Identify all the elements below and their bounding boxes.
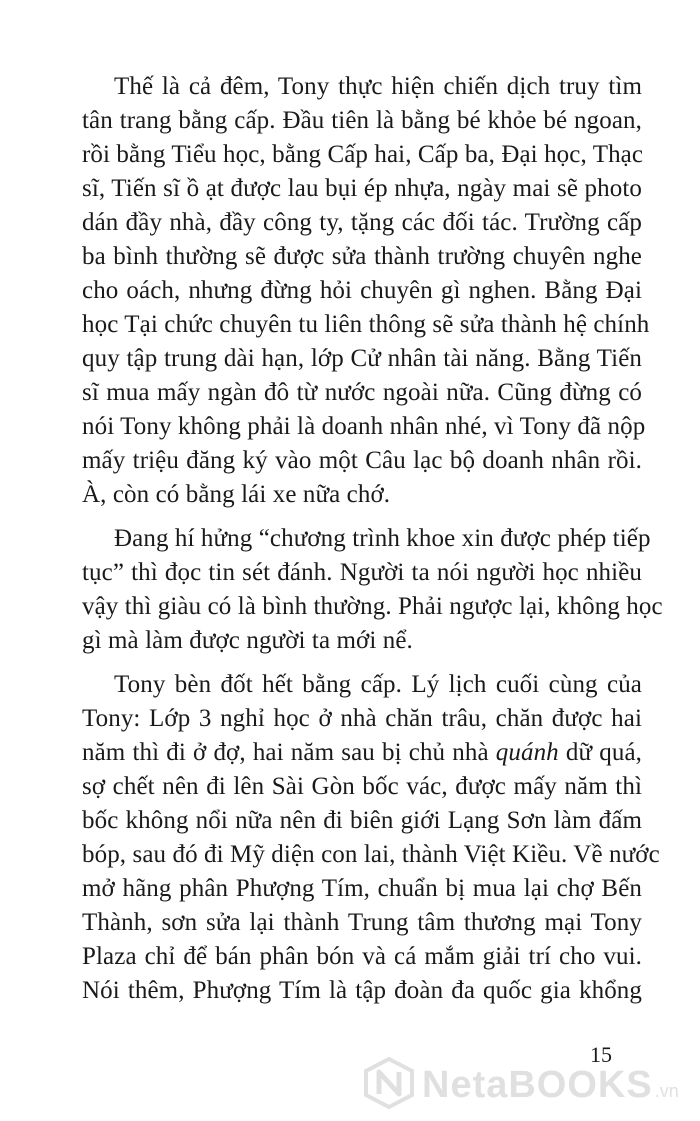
text-line: sĩ, Tiến sĩ ồ ạt được lau bụi ép nhựa, ngày mai sẽ photo (82, 175, 642, 202)
text-line: Thành, sơn sửa lại thành Trung tâm thương mại Tony (82, 909, 642, 936)
page-body-text (82, 70, 663, 1008)
watermark-suffix: .vn (654, 1080, 679, 1101)
text-line: học Tại chức chuyên tu liên thông sẽ sửa thành hệ chính (82, 311, 650, 338)
text-line: bóp, sau đó đi Mỹ diện con lai, thành Việt Kiều. Về nước (82, 841, 660, 868)
text-line: gì mà làm được người ta mới nể. (82, 627, 413, 654)
text-segment: năm thì đi ở đợ, hai năm sau bị chủ nhà (82, 739, 496, 766)
text-line: nói Tony không phải là doanh nhân nhé, vì Tony đã nộp (82, 413, 646, 440)
text-line: mở hãng phân Phượng Tím, chuẩn bị mua lại chợ Bến (82, 875, 642, 902)
text-line: Thế là cả đêm, Tony thực hiện chiến dịch truy tìm (114, 73, 642, 100)
text-line: Tony: Lớp 3 nghỉ học ở nhà chăn trâu, chăn được hai (82, 705, 642, 732)
text-line: sợ chết nên đi lên Sài Gòn bốc vác, được mấy năm thì (82, 773, 642, 800)
text-segment: dữ quá, (558, 739, 642, 766)
paragraph-1 (82, 70, 650, 512)
text-line: Tony bèn đốt hết bằng cấp. Lý lịch cuối cùng của (114, 671, 642, 698)
text-line: sĩ mua mấy ngàn đô từ nước ngoài nữa. Cũng đừng có (82, 379, 642, 406)
text-line: bốc không nổi nữa nên đi biên giới Lạng Sơn làm đấm (82, 807, 642, 834)
text-line: À, còn có bằng lái xe nữa chớ. (82, 481, 391, 508)
page-number: 15 (590, 1042, 612, 1067)
italic-word: quánh (495, 739, 559, 766)
text-line: ba bình thường sẽ được sửa thành trường chuyên nghe (82, 243, 642, 270)
watermark-brand: NetaBOOKS (422, 1063, 653, 1106)
text-line: vậy thì giàu có là bình thường. Phải ngược lại, không học (82, 593, 663, 620)
paragraph-2 (82, 522, 663, 658)
paragraph-3 (82, 668, 660, 1008)
netabooks-logo-icon (362, 1056, 416, 1115)
text-line: quy tập trung dài hạn, lớp Cử nhân tài năng. Bằng Tiến (82, 345, 642, 372)
text-line: tục” thì đọc tin sét đánh. Người ta nói người học nhiều (82, 559, 642, 586)
text-line: dán đầy nhà, đầy công ty, tặng các đối tác. Trường cấp (82, 209, 642, 236)
text-line-with-italic (82, 736, 642, 770)
text-line: Nói thêm, Phượng Tím là tập đoàn đa quốc gia khổng (82, 977, 642, 1004)
text-line: mấy triệu đăng ký vào một Câu lạc bộ doanh nhân rồi. (82, 447, 642, 474)
netabooks-watermark (362, 1054, 692, 1116)
text-line: rồi bằng Tiểu học, bằng Cấp hai, Cấp ba, Đại học, Thạc (82, 141, 644, 168)
text-line: tân trang bằng cấp. Đầu tiên là bằng bé khỏe bé ngoan, (82, 107, 642, 134)
text-line: cho oách, nhưng đừng hỏi chuyên gì nghen. Bằng Đại (82, 277, 642, 304)
text-line: Đang hí hửng “chương trình khoe xin được phép tiếp (114, 525, 651, 552)
text-line: Plaza chỉ để bán phân bón và cá mắm giải trí cho vui. (82, 943, 642, 970)
